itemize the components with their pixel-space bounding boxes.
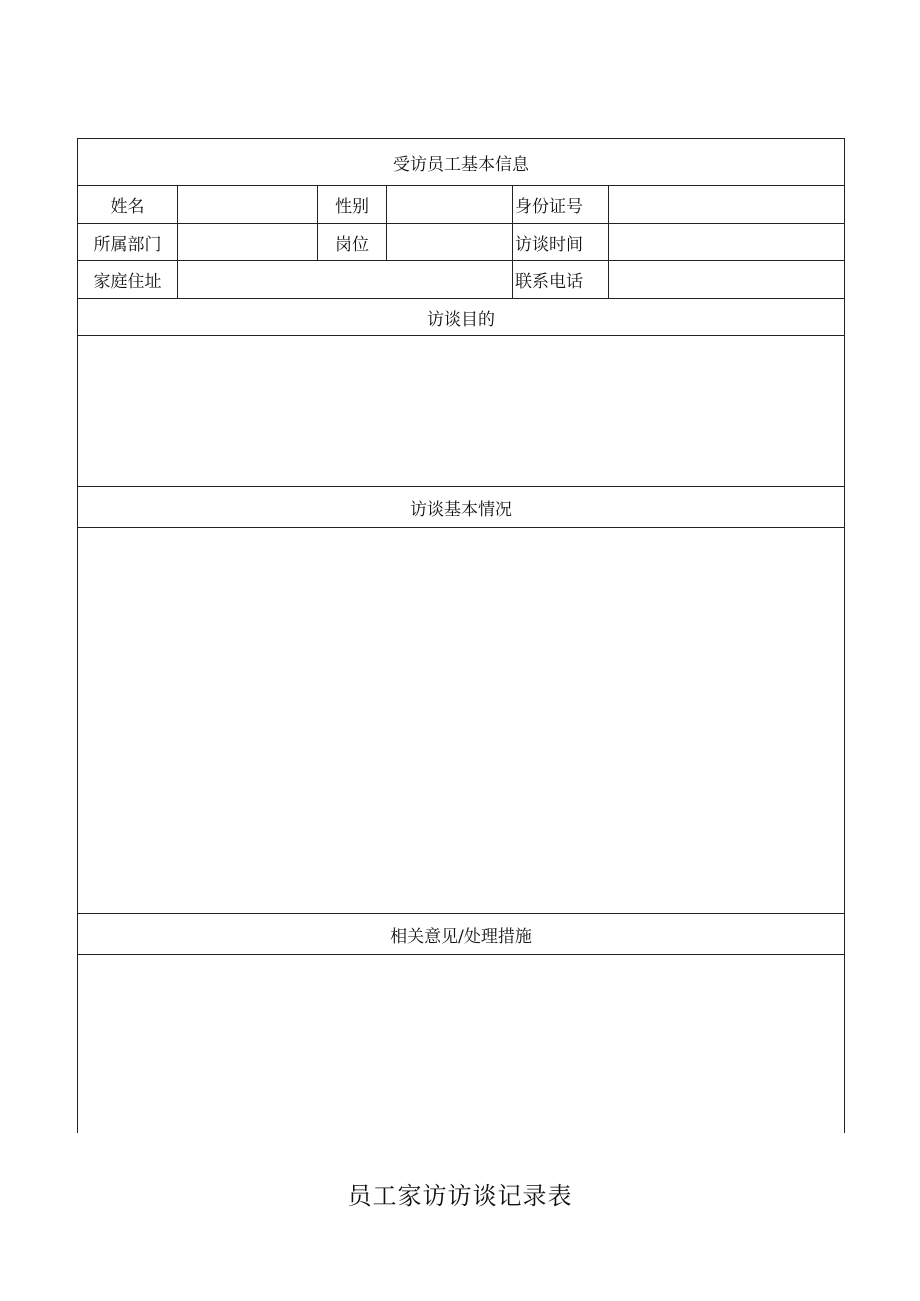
- opinion-content-area[interactable]: [78, 955, 844, 1133]
- document-title: 员工家访访谈记录表: [347, 1182, 573, 1210]
- situation-content[interactable]: [78, 528, 844, 913]
- opinion-header-text: 相关意见/处理措施: [390, 926, 532, 947]
- interview-record-table: [77, 138, 845, 1133]
- situation-header-text: 访谈基本情况: [410, 499, 512, 520]
- department-field[interactable]: [178, 224, 318, 260]
- id-number-field[interactable]: [609, 186, 844, 223]
- situation-header: [78, 487, 844, 528]
- position-field[interactable]: [387, 224, 513, 260]
- basic-info-header: [78, 139, 844, 186]
- gender-label: 性别: [318, 186, 387, 223]
- purpose-header: [78, 299, 844, 336]
- interview-time-field[interactable]: [609, 224, 844, 260]
- home-address-label: 家庭住址: [78, 261, 178, 298]
- department-label: 所属部门: [78, 224, 178, 260]
- name-label: 姓名: [78, 186, 178, 223]
- purpose-content[interactable]: [78, 336, 844, 486]
- position-label: 岗位: [318, 224, 387, 260]
- situation-content-area[interactable]: [78, 528, 844, 914]
- name-field[interactable]: [178, 186, 318, 223]
- home-address-field[interactable]: [178, 261, 513, 298]
- info-row-3: [78, 261, 844, 299]
- purpose-header-text: 访谈目的: [427, 309, 495, 330]
- phone-label: 联系电话: [513, 261, 609, 298]
- purpose-content-area[interactable]: [78, 336, 844, 487]
- interview-time-label: 访谈时间: [513, 224, 609, 260]
- gender-field[interactable]: [387, 186, 513, 223]
- info-row-2: [78, 224, 844, 261]
- phone-field[interactable]: [609, 261, 844, 298]
- opinion-content[interactable]: [78, 955, 844, 971]
- opinion-header: [78, 914, 844, 955]
- basic-info-header-text: 受访员工基本信息: [393, 154, 529, 175]
- info-row-1: [78, 186, 844, 224]
- id-number-label: 身份证号: [513, 186, 609, 223]
